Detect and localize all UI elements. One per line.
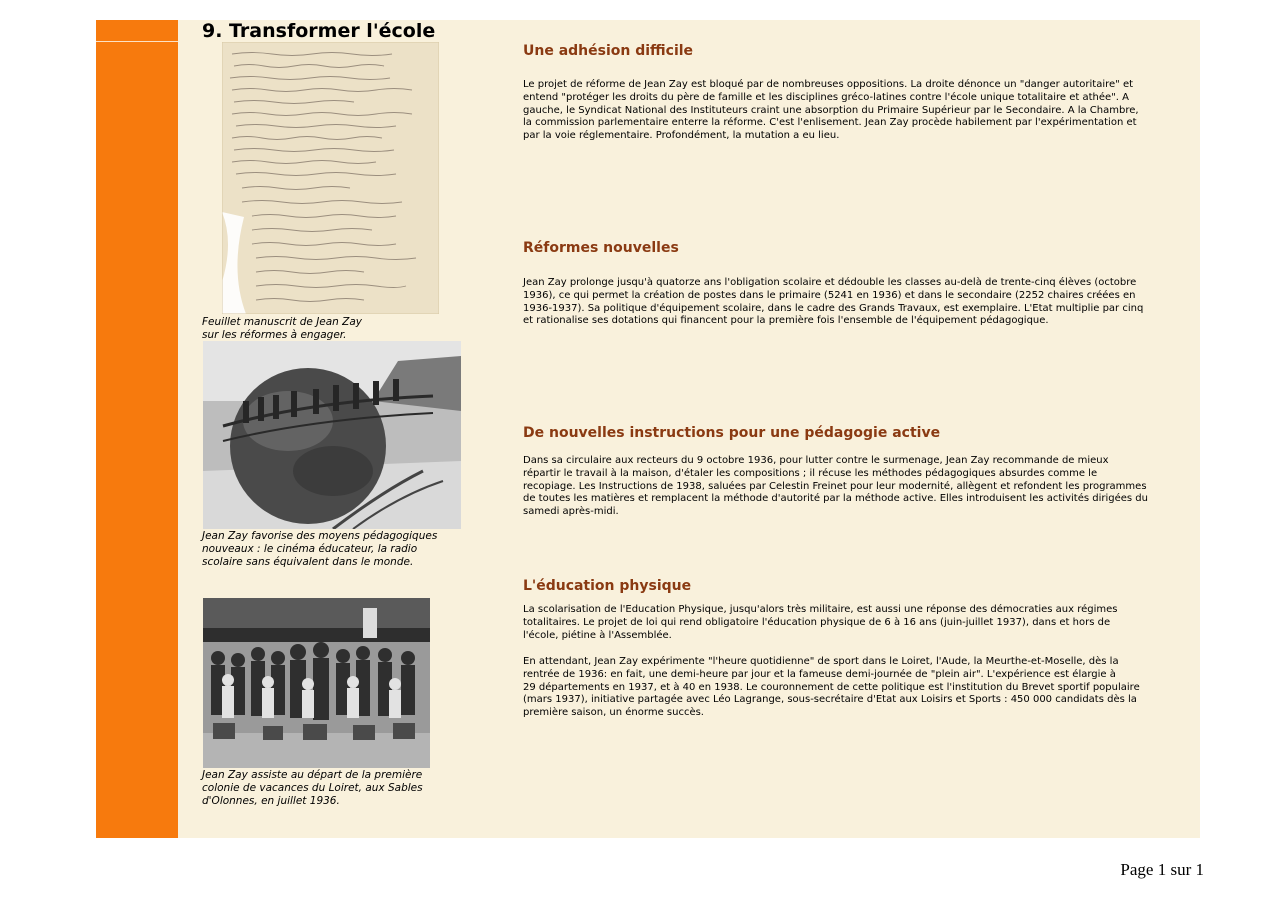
accent-bar-divider — [96, 41, 178, 42]
section-title: L'éducation physique — [523, 578, 692, 594]
section-paragraph: Dans sa circulaire aux recteurs du 9 octobre 1936, pour lutter contre le surmenage, Jean Zay recommande de mieux répartir le travail à la maison, d'étaler les compositions ; il récuse les méthodes pédagogiques absurdes comme le recopiage. Les Instructions de 1938, saluées par Celestin Freinet pour leur modernité, allègent et refondent les programmes de toutes les matières et remplacent la méthode d'autorité par la méthode active. Elles introduisent les activités dirigées du samedi après-midi. — [523, 455, 1148, 518]
section-paragraph: En attendant, Jean Zay expérimente "l'heure quotidienne" de sport dans le Loiret, l'Aude, la Meurthe-et-Moselle, dès la rentrée de 1936: en fait, une demi-heure par jour et la fameuse demi-journée de "plein air". L'expérience est élargie à 29 départements en 1937, et à 40 en 1938. Le couronnement de cette politique est l'institution du Brevet sportif populaire (mars 1937), initiative partagée avec Léo Lagrange, sous-secrétaire d'Etat aux Loisirs et Sports : 450 000 candidats dès la première saison, un énorme succès. — [523, 656, 1140, 719]
section-paragraph: La scolarisation de l'Education Physique, jusqu'alors très militaire, est aussi une réponse des démocraties aux régimes totalitaires. Le projet de loi qui rend obligatoire l'éducation physique de 6 à 16 ans (juin-juillet 1937), dans et hors de l'école, piétine à l'Assemblée. — [523, 604, 1118, 641]
section-paragraph: Le projet de réforme de Jean Zay est bloqué par de nombreuses oppositions. La droite dénonce un "danger autoritaire" et entend "protéger les droits du père de famille et les disciplines gréco-latines contre l'école unique totalitaire et athée". A gauche, le Syndicat National des Instituteurs craint une absorption du Primaire Supérieur par le Secondaire. A la Chambre, la commission parlementaire enterre la réforme. C'est l'enlisement. Jean Zay procède habilement par l'expérimentation et par la voie réglementaire. Profondément, la mutation a eu lieu. — [523, 79, 1139, 142]
image-caption: Feuillet manuscrit de Jean Zay sur les réformes à engager. — [202, 316, 363, 341]
page-footer: Page 1 sur 1 — [1120, 860, 1204, 879]
image-caption: Jean Zay assiste au départ de la première colonie de vacances du Loiret, aux Sables d'Olonnes, en juillet 1936. — [202, 769, 423, 807]
image-caption: Jean Zay favorise des moyens pédagogiques nouveaux : le cinéma éducateur, la radio scolaire sans équivalent dans le monde. — [202, 530, 438, 568]
page-title: 9. Transformer l'école — [202, 20, 436, 42]
globe-photo — [203, 341, 461, 529]
section-title: Une adhésion difficile — [523, 43, 694, 59]
section-title: De nouvelles instructions pour une pédagogie active — [523, 425, 941, 441]
group-photo — [203, 598, 430, 768]
section-paragraph: Jean Zay prolonge jusqu'à quatorze ans l'obligation scolaire et dédouble les classes au-delà de trente-cinq élèves (octobre 1936), ce qui permet la création de postes dans le primaire (5241 en 1936) et dans le secondaire (2252 chaires créées en 1936-1937). Sa politique d'équipement scolaire, dans le cadre des Grands Travaux, est exemplaire. L'Etat multiplie par cinq et rationalise ses dotations qui financent pour la première fois l'ensemble de l'équipement pédagogique. — [523, 277, 1144, 327]
section-title: Réformes nouvelles — [523, 240, 679, 256]
manuscript-image — [222, 42, 439, 314]
accent-bar — [96, 20, 178, 838]
